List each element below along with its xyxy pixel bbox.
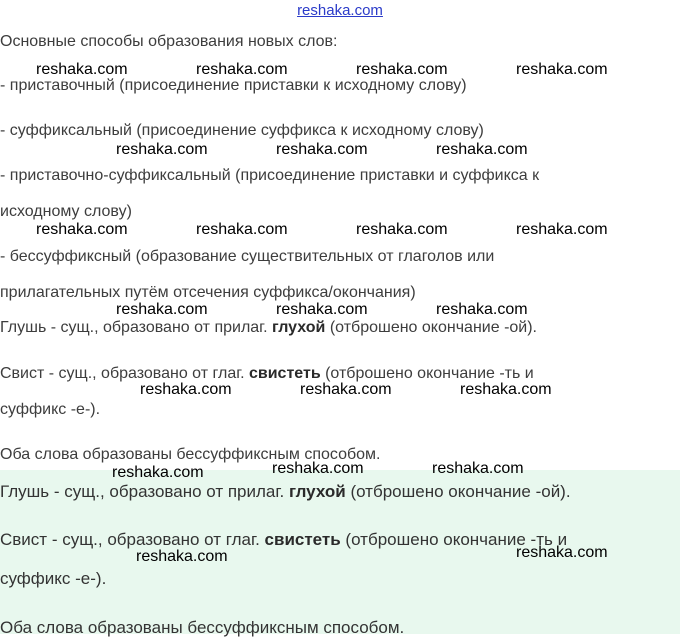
analysis-glush: Глушь - сущ., образовано от прилаг. глухой (отброшено окончание -ой). [0, 319, 537, 336]
analysis-glush-source: глухой [271, 319, 326, 336]
watermark: reshaka.com [136, 548, 228, 565]
watermark: reshaka.com [356, 61, 448, 78]
analysis-conclusion: Оба слова образованы бессуффиксным способом. [0, 446, 381, 463]
analysis-svist-cont: суффикс -е-). [0, 401, 101, 418]
watermark: reshaka.com [516, 544, 608, 561]
answer-svist-source: свистеть [264, 530, 341, 549]
watermark: reshaka.com [436, 141, 528, 158]
answer-glush-source: глухой [288, 482, 346, 501]
watermark: reshaka.com [436, 301, 528, 318]
answer-glush: Глушь - сущ., образовано от прилаг. глухой (отброшено окончание -ой). [0, 482, 571, 501]
watermark: reshaka.com [116, 301, 208, 318]
analysis-svist-source: свистеть [248, 365, 321, 382]
answer-conclusion: Оба слова образованы бессуффиксным способом. [0, 618, 405, 637]
watermark: reshaka.com [460, 381, 552, 398]
watermark: reshaka.com [196, 61, 288, 78]
method-prefix-suffix-cont: исходному слову) [0, 203, 132, 220]
watermark: reshaka.com [356, 221, 448, 238]
watermark: reshaka.com [116, 141, 208, 158]
method-prefix: - приставочный (присоединение приставки к исходному слову) [0, 77, 467, 94]
watermark: reshaka.com [300, 381, 392, 398]
answer-svist: Свист - сущ., образовано от глаг. свистеть (отброшено окончание -ть и [0, 530, 568, 549]
watermark: reshaka.com [432, 460, 524, 477]
watermark: reshaka.com [112, 464, 204, 481]
watermark: reshaka.com [272, 460, 364, 477]
site-link[interactable]: reshaka.com [297, 2, 383, 19]
method-suffix: - суффиксальный (присоединение суффикса к исходному слову) [0, 122, 484, 139]
intro-text: Основные способы образования новых слов: [0, 33, 338, 50]
watermark: reshaka.com [196, 221, 288, 238]
method-zero-suffix-cont: прилагательных путём отсечения суффикса/окончания) [0, 284, 416, 301]
watermark: reshaka.com [516, 221, 608, 238]
method-prefix-suffix: - приставочно-суффиксальный (присоединение приставки и суффикса к [0, 167, 540, 184]
watermark: reshaka.com [36, 221, 128, 238]
watermark: reshaka.com [276, 141, 368, 158]
watermark: reshaka.com [516, 61, 608, 78]
watermark: reshaka.com [36, 61, 128, 78]
answer-svist-cont: суффикс -е-). [0, 569, 107, 588]
watermark: reshaka.com [276, 301, 368, 318]
watermark: reshaka.com [140, 381, 232, 398]
analysis-svist: Свист - сущ., образовано от глаг. свистеть (отброшено окончание -ть и [0, 365, 534, 382]
method-zero-suffix: - бессуффиксный (образование существительных от глаголов или [0, 248, 495, 265]
